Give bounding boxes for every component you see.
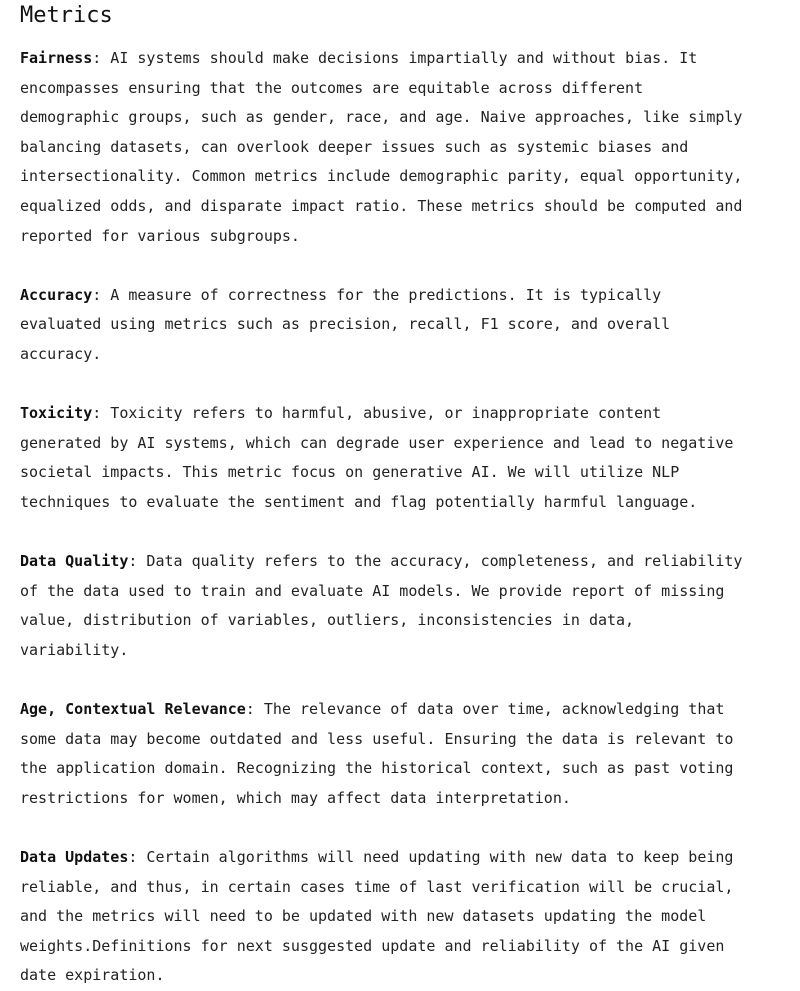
metric-data-updates <box>20 843 748 991</box>
metric-description: : A measure of correctness for the predictions. It is typically evaluated using metrics such as precision, recall, F1 score, and overall accuracy. <box>20 285 671 363</box>
page-title: Metrics <box>20 3 113 28</box>
metric-contextual-relevance <box>20 695 748 813</box>
metric-term: Toxicity <box>20 404 93 423</box>
metric-description: : AI systems should make decisions impartially and without bias. It encompasses ensuring that the outcomes are equitable across different demographic groups, such as gender, race, and age. Naive approaches, like simply balancing datasets, can overlook deeper issues such as systemic biases and intersectionality. Common metrics include demographic parity, equal opportunity, equalized odds, and disparate impact ratio. These metrics should be computed and reported for various subgroups. <box>20 49 743 245</box>
metric-description: : Certain algorithms will need updating with new data to keep being reliable, and thus, in certain cases time of last verification will be crucial, and the metrics will need to be updated with new datasets updating the model weights.Definitions for next susggested update and reliability of the AI given date expiration. <box>20 848 734 985</box>
metric-term: Accuracy <box>20 285 93 304</box>
metric-data-quality <box>20 547 748 665</box>
metric-description: : Toxicity refers to harmful, abusive, or inappropriate content generated by AI systems, which can degrade user experience and lead to negative societal impacts. This metric focus on generative AI. We will utilize NLP techniques to evaluate the sentiment and flag potentially harmful language. <box>20 404 734 511</box>
metric-accuracy <box>20 281 748 370</box>
metric-term: Age, Contextual Relevance <box>20 700 246 719</box>
metric-toxicity <box>20 399 748 517</box>
metric-term: Fairness <box>20 49 93 67</box>
metric-term: Data Quality <box>20 552 129 571</box>
metric-description: : The relevance of data over time, acknowledging that some data may become outdated and less useful. Ensuring the data is relevant to the application domain. Recognizing the historical context, such as past voting restrictions for women, which may affect data interpretation. <box>20 700 734 807</box>
metric-term: Data Updates <box>20 848 129 867</box>
metric-fairness <box>20 44 748 251</box>
metric-description: : Data quality refers to the accuracy, completeness, and reliability of the data used to train and evaluate AI models. We provide report of missing value, distribution of variables, outliers, inconsistencies in data, variability. <box>20 552 743 659</box>
